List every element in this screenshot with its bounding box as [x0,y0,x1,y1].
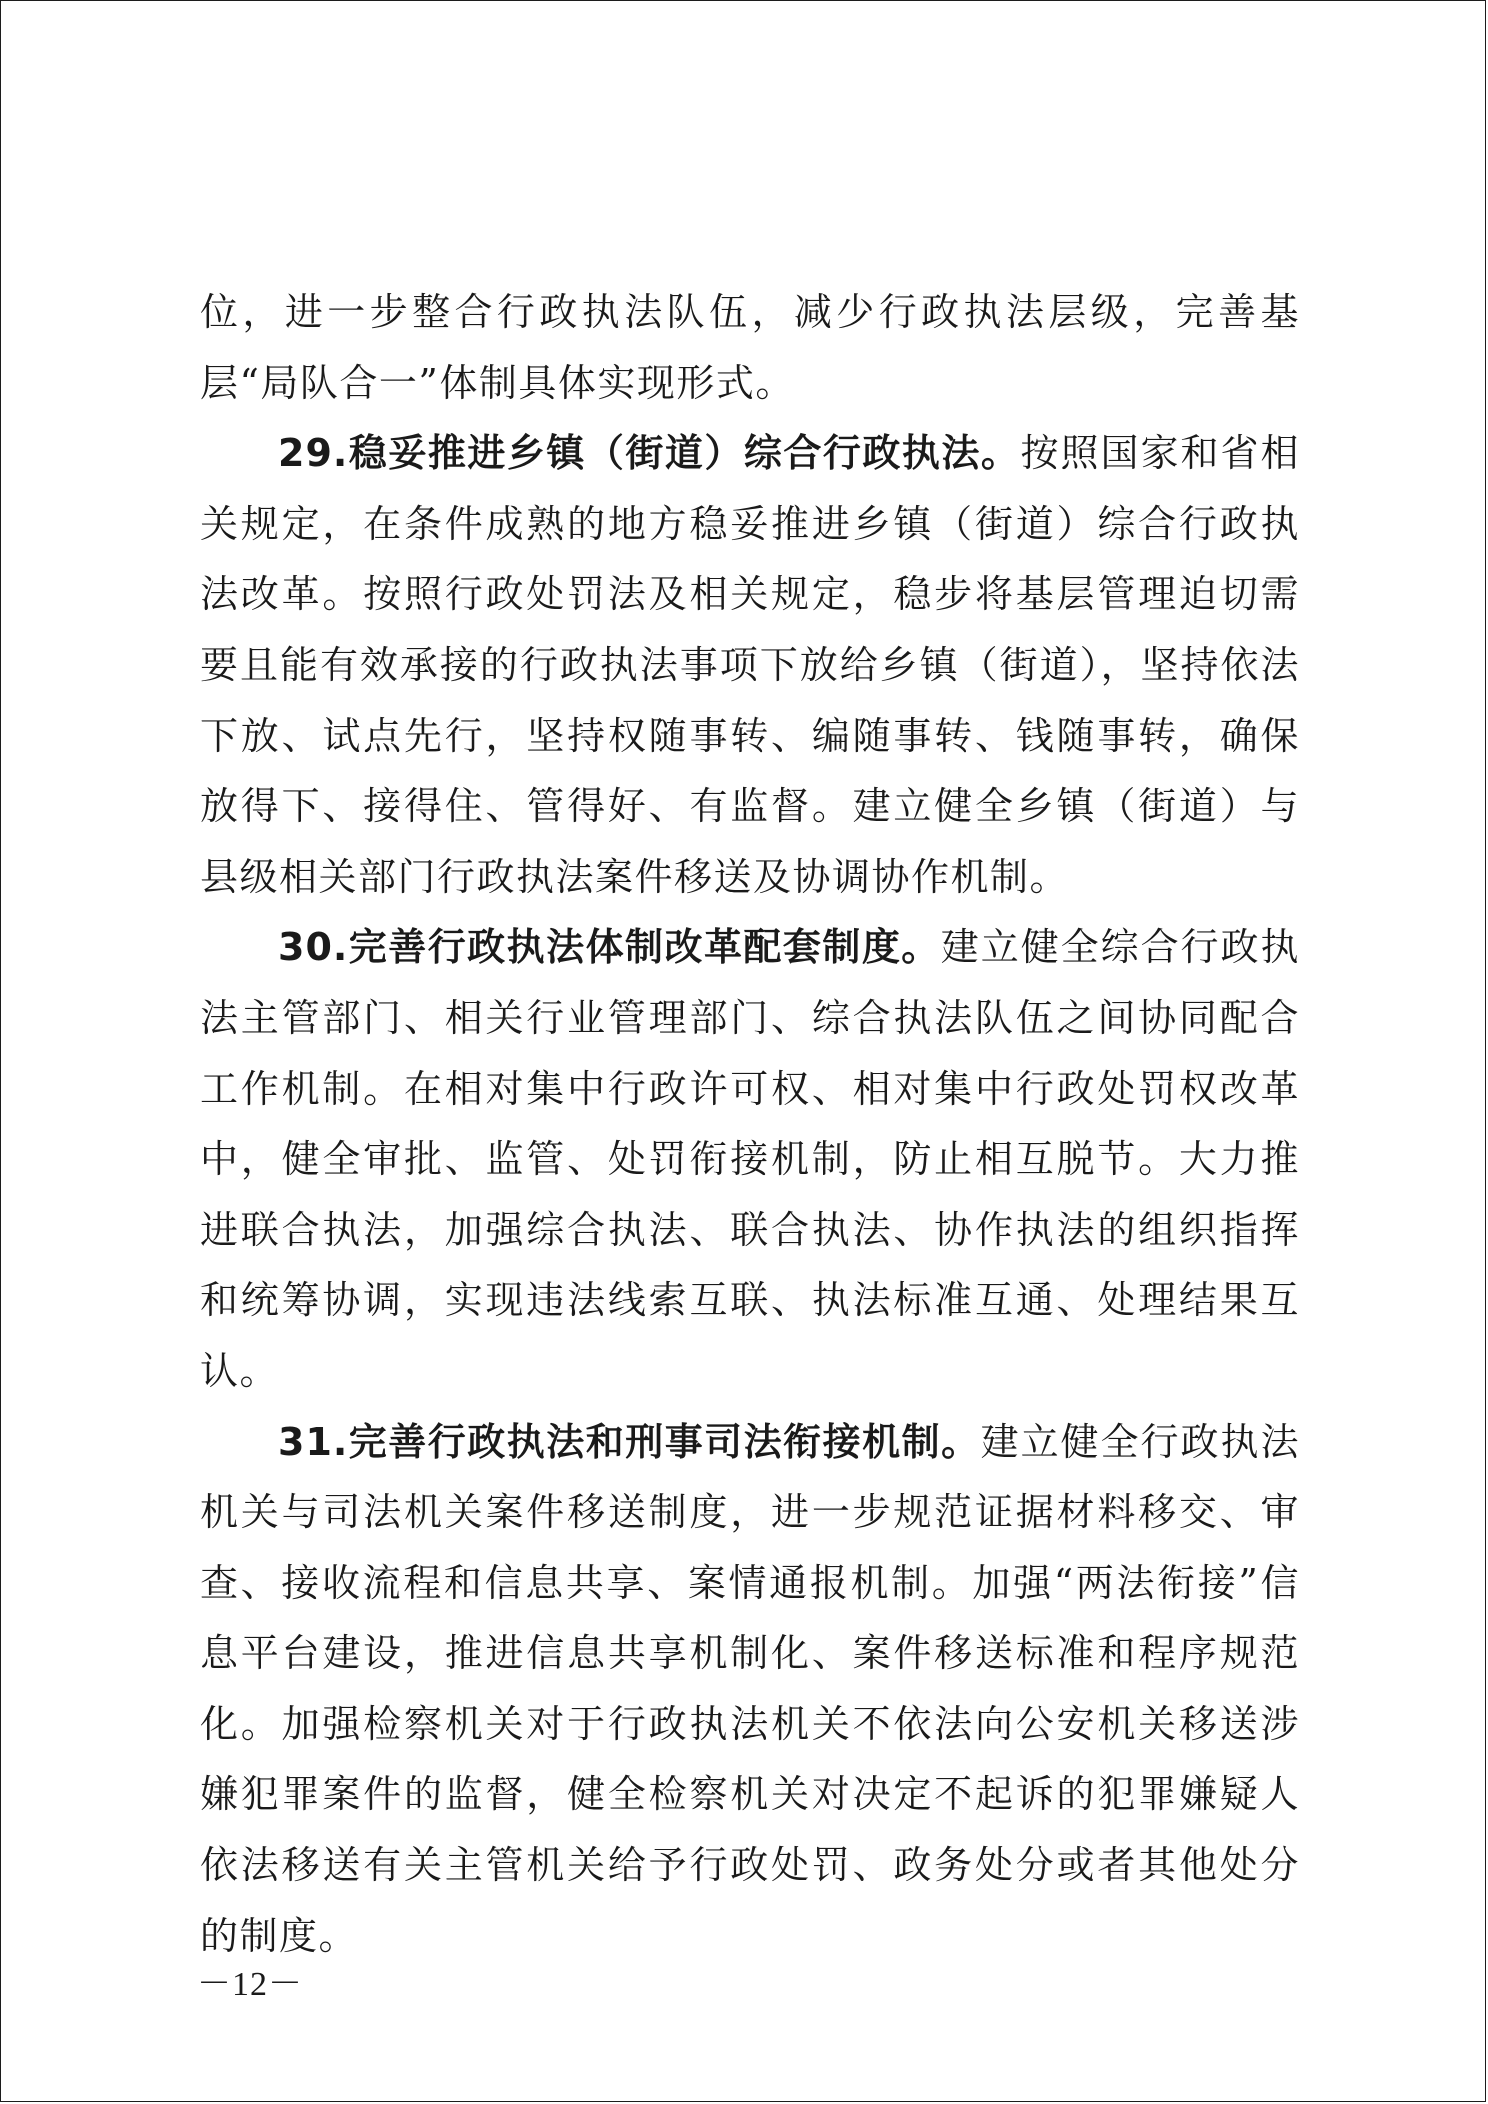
section-30-text: 建立健全综合行政执法主管部门、相关行业管理部门、综合执法队伍之间协同配合工作机制。在相对集中行政许可权、相对集中行政处罚权改革中，健全审批、监管、处罚衔接机制，防止相互脱节。大力推进联合执法，加强综合执法、联合执法、协作执法的组织指挥和统筹协调，实现违法线索互联、执法标准互通、处理结果互认。 [200,925,1300,1393]
section-31-paragraph [200,1407,1300,1972]
section-29-paragraph [200,418,1300,912]
section-29-heading: 29.稳妥推进乡镇（街道）综合行政执法。 [278,431,1021,476]
section-30-heading: 30.完善行政执法体制改革配套制度。 [278,925,941,970]
section-30-paragraph [200,912,1300,1406]
section-31-heading: 31.完善行政执法和刑事司法衔接机制。 [278,1419,981,1464]
section-29-text: 按照国家和省相关规定，在条件成熟的地方稳妥推进乡镇（街道）综合行政执法改革。按照行政处罚法及相关规定，稳步将基层管理迫切需要且能有效承接的行政执法事项下放给乡镇（街道），坚持依法下放、试点先行，坚持权随事转、编随事转、钱随事转，确保放得下、接得住、管得好、有监督。建立健全乡镇（街道）与县级相关部门行政执法案件移送及协调协作机制。 [200,431,1300,899]
continuation-paragraph: 位，进一步整合行政执法队伍，减少行政执法层级，完善基层“局队合一”体制具体实现形式。 [200,290,1300,405]
section-31-text: 建立健全行政执法机关与司法机关案件移送制度，进一步规范证据材料移交、审查、接收流程和信息共享、案情通报机制。加强“两法衔接”信息平台建设，推进信息共享机制化、案件移送标准和程序规范化。加强检察机关对于行政执法机关不依法向公安机关移送涉嫌犯罪案件的监督，健全检察机关对决定不起诉的犯罪嫌疑人依法移送有关主管机关给予行政处罚、政务处分或者其他处分的制度。 [200,1419,1300,1958]
page-number: －12－ [197,1966,303,2003]
document-body [200,277,1300,1971]
